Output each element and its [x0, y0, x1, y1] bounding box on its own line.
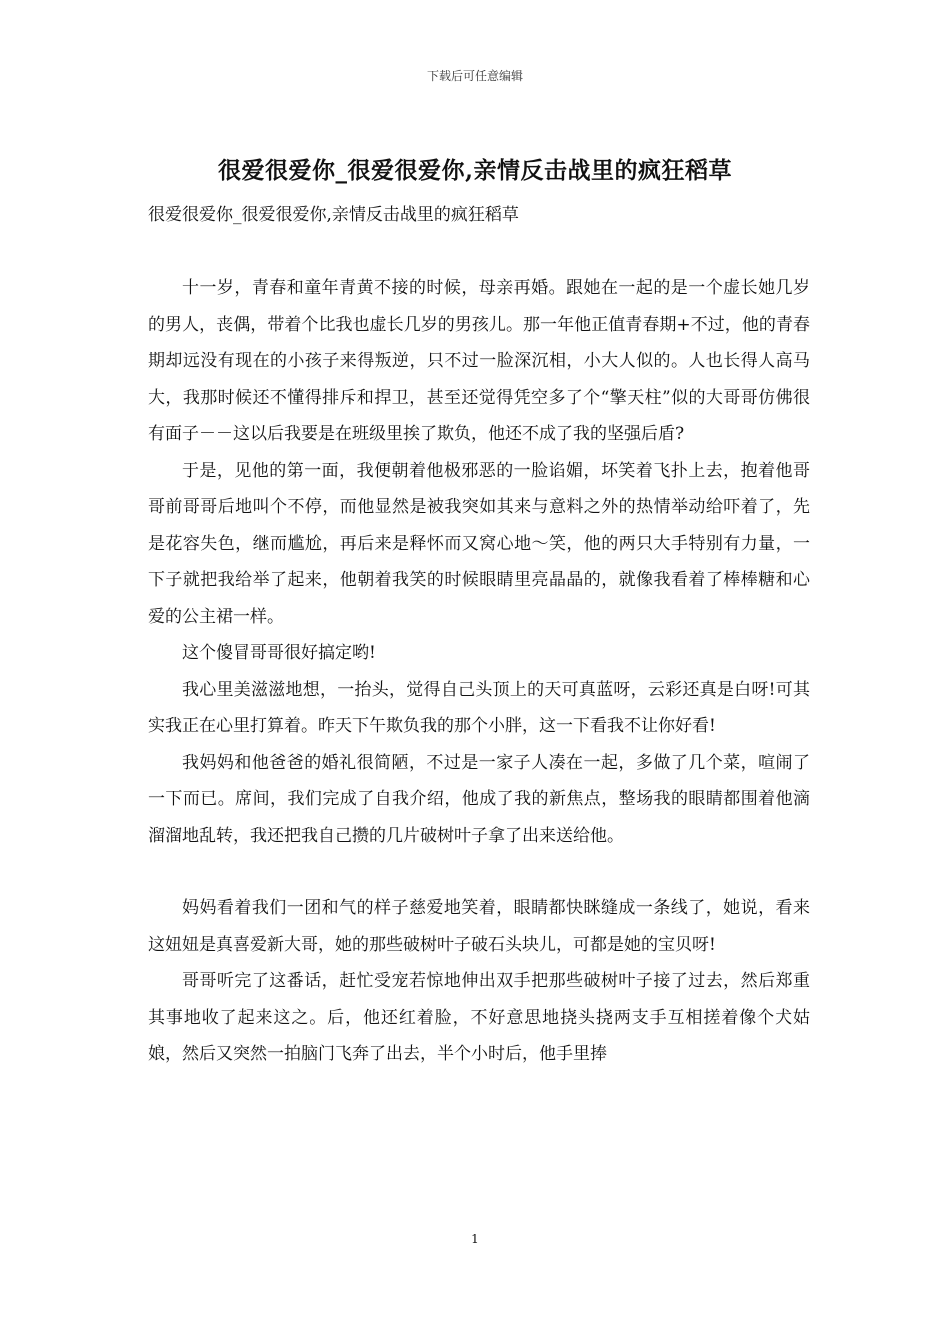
page-number: 1 [471, 1232, 479, 1246]
paragraph: 十一岁，青春和童年青黄不接的时候，母亲再婚。跟她在一起的是一个虚长她几岁的男人，丧偶，带着个比我也虚长几岁的男孩儿。那一年他正值青春期+不过，他的青春期却远没有现在的小孩子来得叛逆，只不过一脸深沉相，小大人似的。人也长得人高马大，我那时候还不懂得排斥和捍卫，甚至还觉得凭空多了个“擎天柱”似的大哥哥仿佛很有面子－－这以后我要是在班级里挨了欺负，他还不成了我的坚强后盾? [148, 278, 810, 444]
paragraph: 妈妈看着我们一团和气的样子慈爱地笑着，眼睛都快眯缝成一条线了，她说，看来这妞妞是真喜爱新大哥，她的那些破树叶子破石头块儿，可都是她的宝贝呀! [148, 898, 810, 955]
paragraph: 我心里美滋滋地想，一抬头，觉得自己头顶上的天可真蓝呀，云彩还真是白呀!可其实我正在心里打算着。昨天下午欺负我的那个小胖，这一下看我不让你好看! [148, 679, 810, 736]
paragraph: 我妈妈和他爸爸的婚礼很简陋，不过是一家子人凑在一起，多做了几个菜，喧闹了一下而已。席间，我们完成了自我介绍，他成了我的新焦点，整场我的眼睛都围着他滴溜溜地乱转，我还把我自己攒的几片破树叶子拿了出来送给他。 [148, 752, 810, 846]
paragraph: 于是，见他的第一面，我便朝着他极邪恶的一脸谄媚，坏笑着飞扑上去，抱着他哥哥前哥哥后地叫个不停，而他显然是被我突如其来与意料之外的热情举动给吓着了，先是花容失色，继而尴尬，再后来是释怀而又窝心地～笑，他的两只大手特别有力量，一下子就把我给举了起来，他朝着我笑的时候眼睛里亮晶晶的，就像我看着了棒棒糖和心爱的公主裙一样。 [148, 460, 810, 627]
paragraph: 这个傻冒哥哥很好搞定哟! [182, 643, 376, 663]
document-title: 很爱很爱你_很爱很爱你,亲情反击战里的疯狂稻草 [217, 157, 732, 184]
body-text [148, 270, 810, 1073]
document-subtitle: 很爱很爱你_很爱很爱你,亲情反击战里的疯狂稻草 [148, 205, 519, 225]
paragraph: 哥哥听完了这番话，赶忙受宠若惊地伸出双手把那些破树叶子接了过去，然后郑重其事地收了起来这之。后，他还红着脸，不好意思地挠头挠两支手互相搓着像个犬姑娘，然后又突然一拍脑门飞奔了出去，半个小时后，他手里捧 [148, 971, 810, 1064]
header-note: 下载后可任意编辑 [426, 69, 523, 83]
